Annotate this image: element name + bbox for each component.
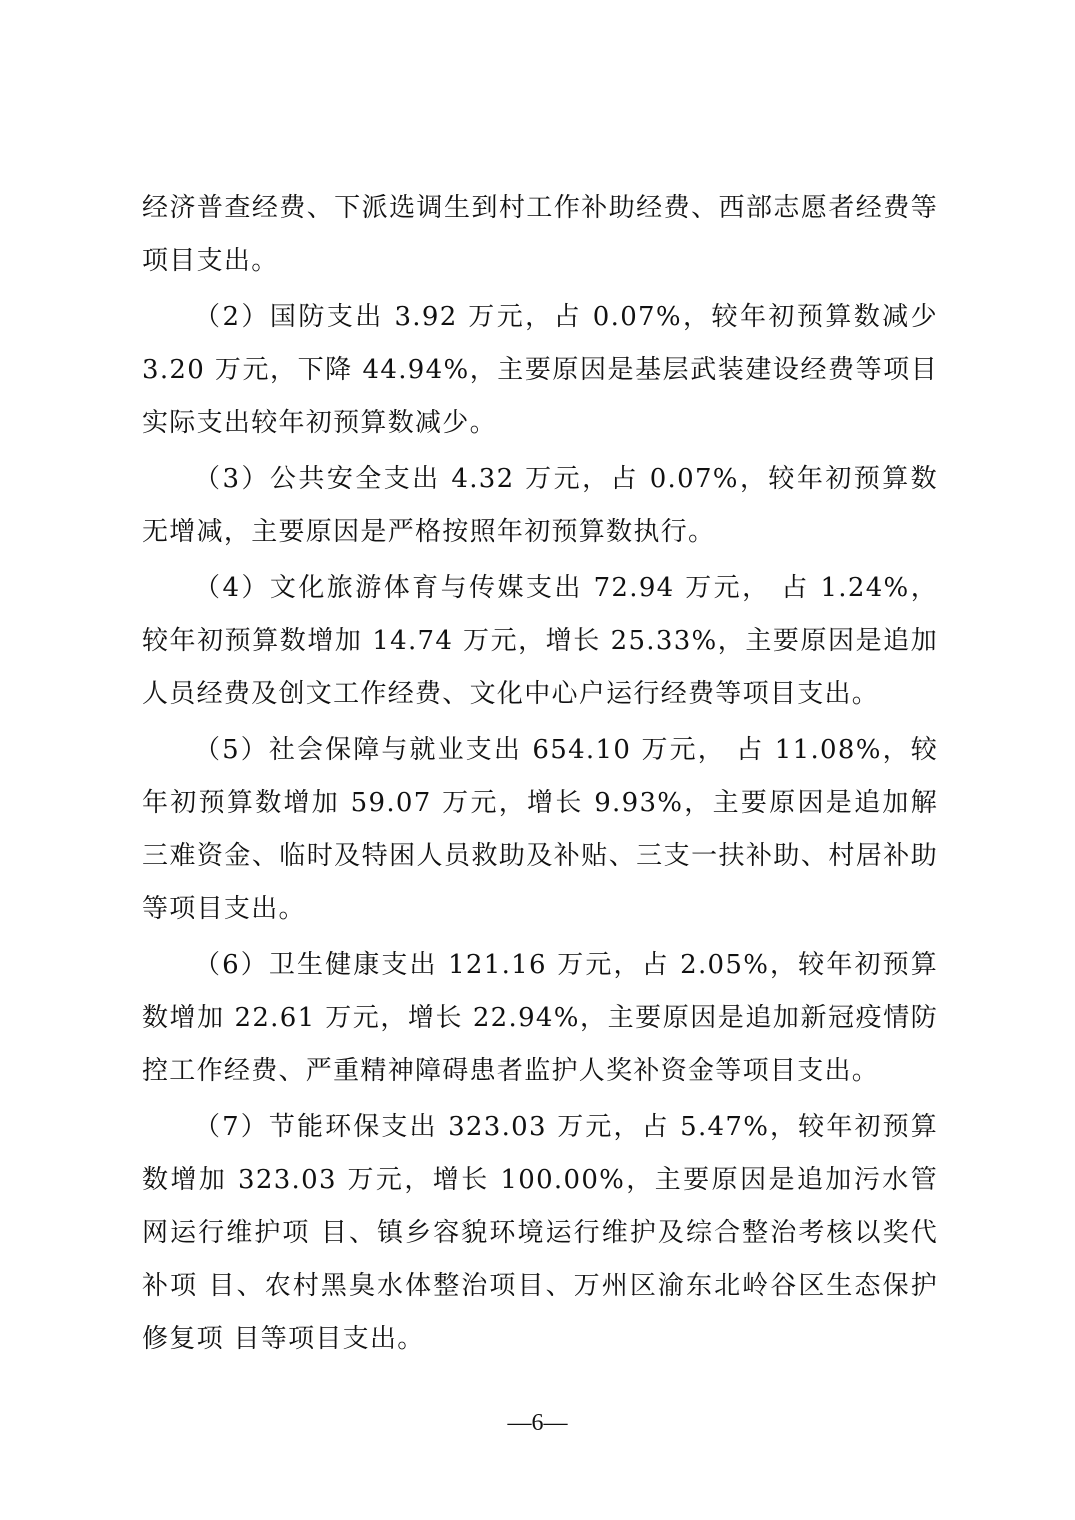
paragraph-continuation: 经济普查经费、下派选调生到村工作补助经费、西部志愿者经费等项目支出。 (142, 193, 938, 276)
document-body (142, 182, 938, 1366)
paragraph-national-defense: （2）国防支出 3.92 万元，占 0.07%，较年初预算数减少 3.20 万元，下降 44.94%，主要原因是基层武装建设经费等项目实际支出较年初预算数减少。 (142, 302, 938, 438)
paragraph-health: （6）卫生健康支出 121.16 万元，占 2.05%，较年初预算数增加 22.61 万元，增长 22.94%，主要原因是追加新冠疫情防控工作经费、严重精神障碍患者监护人奖补资金等项目支出。 (142, 950, 938, 1086)
paragraph-public-security: （3）公共安全支出 4.32 万元，占 0.07%，较年初预算数无增减，主要原因是严格按照年初预算数执行。 (142, 464, 938, 547)
paragraph-culture-tourism: （4）文化旅游体育与传媒支出 72.94 万元， 占 1.24%，较年初预算数增加 14.74 万元，增长 25.33%，主要原因是追加人员经费及创文工作经费、文化中心户运行经费等项目支出。 (142, 573, 938, 709)
page-number: —6— (507, 1410, 568, 1436)
paragraph-social-security: （5）社会保障与就业支出 654.10 万元， 占 11.08%，较年初预算数增加 59.07 万元，增长 9.93%，主要原因是追加解三难资金、临时及特困人员救助及补贴、三支一扶补助、村居补助等项目支出。 (142, 735, 938, 924)
paragraph-energy-environment: （7）节能环保支出 323.03 万元，占 5.47%，较年初预算数增加 323.03 万元，增长 100.00%，主要原因是追加污水管网运行维护项 目、镇乡容貌环境运行维护及综合整治考核以奖代补项 目、农村黑臭水体整治项目、万州区渝东北岭谷区生态保护修复项 目等项目支出。 (142, 1112, 938, 1354)
